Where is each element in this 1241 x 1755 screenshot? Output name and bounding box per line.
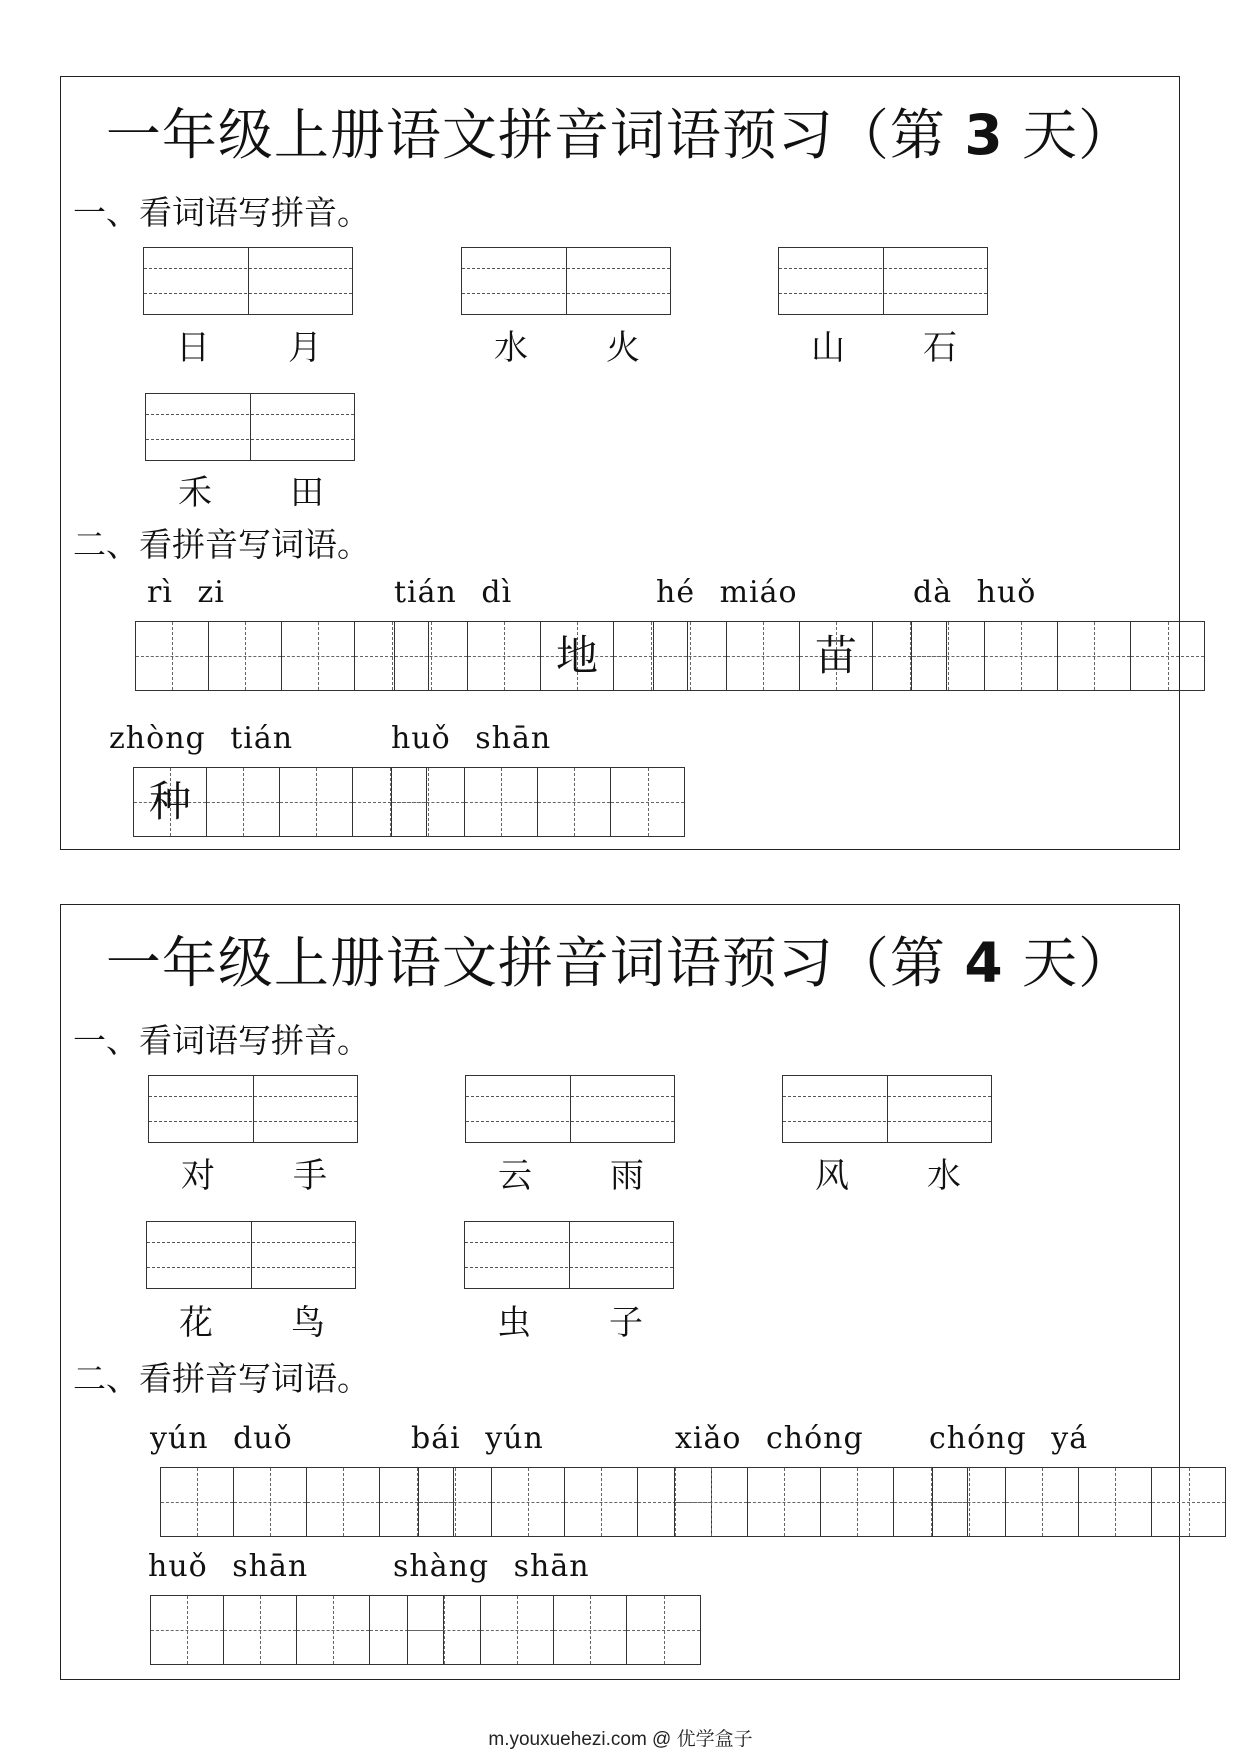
word-label <box>142 1148 366 1197</box>
tianzige-cell[interactable] <box>209 622 282 690</box>
worksheet-day-3 <box>60 76 1180 850</box>
pinyin-prompt: chóng yá <box>929 1421 1089 1456</box>
word-label <box>772 320 996 369</box>
section-heading-pinyin-to-words: 二、看拼音写词语。 <box>73 1359 370 1398</box>
word-character: 水 <box>494 328 528 368</box>
section-heading-words-to-pinyin: 一、看词语写拼音。 <box>73 1021 370 1060</box>
pinyin-writing-grid[interactable] <box>148 1075 358 1143</box>
tianzige-cell[interactable] <box>161 1468 234 1536</box>
tianzige-cell[interactable] <box>408 1596 481 1664</box>
pinyin-prompt: shàng shān <box>393 1549 590 1584</box>
pinyin-writing-grid[interactable] <box>778 247 988 315</box>
title-part: 一年级上册语文拼音词语预习（第 <box>105 931 946 995</box>
pinyin-prompt: hé miáo <box>656 575 798 610</box>
cell-character: 苗 <box>814 631 857 680</box>
tianzige-cell[interactable] <box>392 768 465 836</box>
tianzige-cell[interactable] <box>419 1468 492 1536</box>
tianzige-cell[interactable] <box>151 1596 224 1664</box>
tianzige-grid[interactable] <box>653 621 947 691</box>
tianzige-grid[interactable] <box>394 621 688 691</box>
tianzige-cell[interactable] <box>727 622 800 690</box>
pinyin-prompt: rì zi <box>147 575 225 610</box>
tianzige-cell[interactable] <box>675 1468 748 1536</box>
tianzige-cell[interactable] <box>224 1596 297 1664</box>
section-heading-words-to-pinyin: 一、看词语写拼音。 <box>73 193 370 232</box>
tianzige-grid[interactable] <box>418 1467 712 1537</box>
tianzige-cell[interactable] <box>933 1468 1006 1536</box>
word-label <box>139 465 363 514</box>
word-character: 日 <box>176 328 210 368</box>
tianzige-cell[interactable] <box>207 768 280 836</box>
tianzige-cell[interactable] <box>985 622 1058 690</box>
tianzige-cell[interactable] <box>565 1468 638 1536</box>
word-label <box>776 1148 1000 1197</box>
tianzige-cell[interactable] <box>395 622 468 690</box>
tianzige-grid[interactable] <box>135 621 429 691</box>
word-character: 田 <box>290 473 324 513</box>
tianzige-grid[interactable] <box>160 1467 454 1537</box>
pinyin-writing-grid[interactable] <box>143 247 353 315</box>
worksheet-title <box>61 919 1179 998</box>
tianzige-grid[interactable] <box>391 767 685 837</box>
pinyin-prompt: huǒ shān <box>391 721 552 756</box>
worksheet-day-4 <box>60 904 1180 1680</box>
section-heading-pinyin-to-words: 二、看拼音写词语。 <box>73 525 370 564</box>
word-label <box>459 1148 683 1197</box>
tianzige-cell[interactable] <box>554 1596 627 1664</box>
worksheet-title <box>61 91 1179 170</box>
tianzige-cell[interactable] <box>134 768 207 836</box>
word-character: 云 <box>498 1156 532 1196</box>
tianzige-cell[interactable] <box>541 622 614 690</box>
word-character: 月 <box>288 328 322 368</box>
tianzige-cell[interactable] <box>492 1468 565 1536</box>
word-character: 石 <box>923 328 957 368</box>
word-character: 禾 <box>178 473 212 513</box>
pinyin-prompt: xiǎo chóng <box>675 1421 864 1456</box>
tianzige-cell[interactable] <box>611 768 684 836</box>
title-part: 一年级上册语文拼音词语预习（第 <box>105 103 946 167</box>
word-character: 子 <box>609 1303 643 1343</box>
tianzige-cell[interactable] <box>654 622 727 690</box>
cell-character: 地 <box>555 631 598 680</box>
tianzige-cell[interactable] <box>821 1468 894 1536</box>
pinyin-prompt: dà huǒ <box>913 575 1037 610</box>
title-part: 3 <box>964 103 1004 167</box>
tianzige-cell[interactable] <box>280 768 353 836</box>
tianzige-cell[interactable] <box>1152 1468 1225 1536</box>
tianzige-cell[interactable] <box>234 1468 307 1536</box>
pinyin-writing-grid[interactable] <box>464 1221 674 1289</box>
title-part: 天） <box>1022 103 1135 167</box>
word-label <box>455 320 679 369</box>
tianzige-grid[interactable] <box>911 621 1205 691</box>
word-character: 水 <box>927 1156 961 1196</box>
tianzige-grid[interactable] <box>133 767 427 837</box>
title-part: 4 <box>964 931 1004 995</box>
tianzige-cell[interactable] <box>627 1596 700 1664</box>
word-character: 火 <box>606 328 640 368</box>
word-character: 风 <box>815 1156 849 1196</box>
pinyin-prompt: zhòng tián <box>109 721 294 756</box>
tianzige-cell[interactable] <box>136 622 209 690</box>
title-part: 天） <box>1022 931 1135 995</box>
tianzige-cell[interactable] <box>912 622 985 690</box>
tianzige-cell[interactable] <box>800 622 873 690</box>
tianzige-cell[interactable] <box>465 768 538 836</box>
tianzige-grid[interactable] <box>674 1467 968 1537</box>
tianzige-grid[interactable] <box>407 1595 701 1665</box>
pinyin-writing-grid[interactable] <box>146 1221 356 1289</box>
word-character: 山 <box>811 328 845 368</box>
pinyin-writing-grid[interactable] <box>782 1075 992 1143</box>
tianzige-cell[interactable] <box>297 1596 370 1664</box>
pinyin-prompt: yún duǒ <box>150 1421 293 1456</box>
tianzige-cell[interactable] <box>1079 1468 1152 1536</box>
tianzige-cell[interactable] <box>1131 622 1204 690</box>
word-character: 雨 <box>610 1156 644 1196</box>
tianzige-cell[interactable] <box>282 622 355 690</box>
word-label <box>458 1295 682 1344</box>
pinyin-prompt: bái yún <box>411 1421 544 1456</box>
tianzige-cell[interactable] <box>468 622 541 690</box>
pinyin-writing-grid[interactable] <box>465 1075 675 1143</box>
pinyin-prompt: tián dì <box>394 575 513 610</box>
pinyin-writing-grid[interactable] <box>461 247 671 315</box>
word-character: 手 <box>293 1156 327 1196</box>
word-character: 对 <box>181 1156 215 1196</box>
tianzige-cell[interactable] <box>538 768 611 836</box>
tianzige-cell[interactable] <box>748 1468 821 1536</box>
tianzige-grid[interactable] <box>150 1595 444 1665</box>
tianzige-grid[interactable] <box>932 1467 1226 1537</box>
word-character: 鸟 <box>291 1303 325 1343</box>
tianzige-cell[interactable] <box>1006 1468 1079 1536</box>
tianzige-cell[interactable] <box>307 1468 380 1536</box>
cell-character: 种 <box>148 777 191 826</box>
footer-watermark: m.youxuehezi.com @ 优学盒子 <box>488 1729 753 1750</box>
tianzige-cell[interactable] <box>481 1596 554 1664</box>
word-character: 花 <box>179 1303 213 1343</box>
word-label <box>140 1295 364 1344</box>
word-character: 虫 <box>497 1303 531 1343</box>
pinyin-prompt: huǒ shān <box>148 1549 309 1584</box>
tianzige-cell[interactable] <box>1058 622 1131 690</box>
word-label <box>137 320 361 369</box>
pinyin-writing-grid[interactable] <box>145 393 355 461</box>
